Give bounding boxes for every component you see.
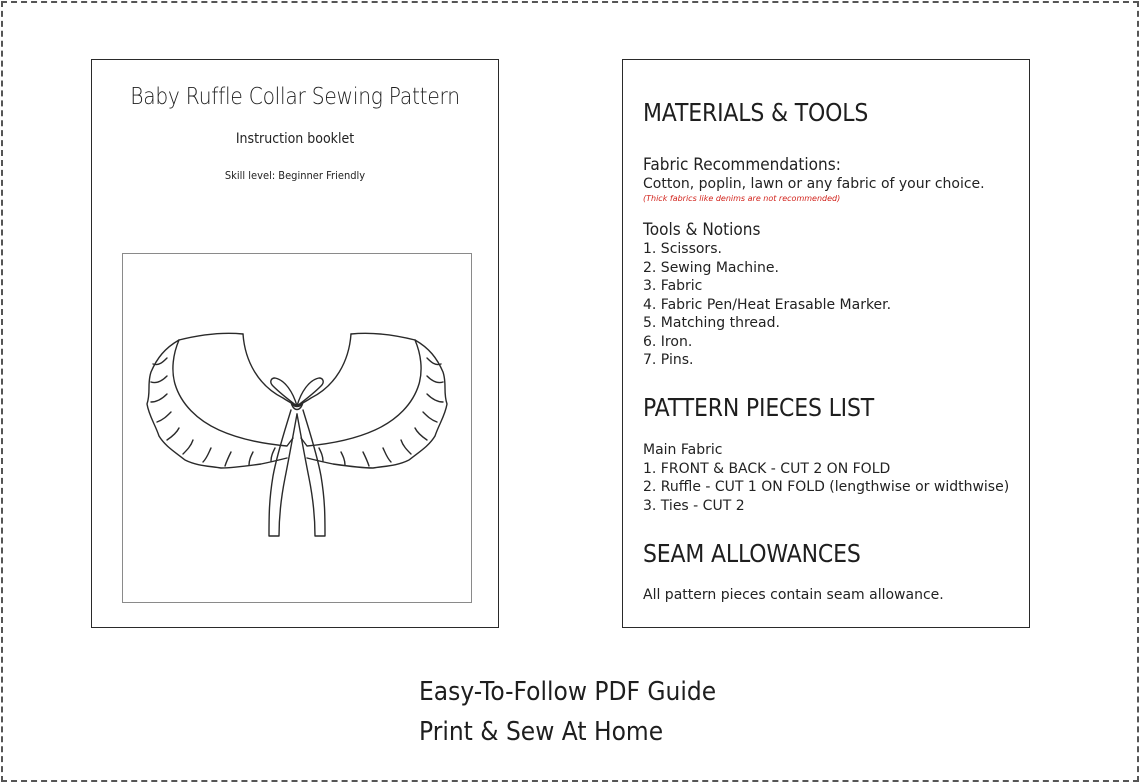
list-item: 5. Matching thread. xyxy=(643,315,780,331)
cover-subtitle: Instruction booklet xyxy=(235,131,355,147)
list-item: 7. Pins. xyxy=(643,352,694,368)
pattern-pieces-heading: PATTERN PIECES LIST xyxy=(643,393,875,422)
seam-text: All pattern pieces contain seam allowance. xyxy=(643,587,944,603)
ruffle-collar-illustration xyxy=(123,254,471,602)
fabric-note: (Thick fabrics like denims are not recommended) xyxy=(643,193,841,203)
cover-page xyxy=(91,59,499,628)
list-item: 4. Fabric Pen/Heat Erasable Marker. xyxy=(643,296,892,313)
fabric-heading: Fabric Recommendations: xyxy=(643,155,841,175)
tools-heading: Tools & Notions xyxy=(643,220,761,240)
list-item: 2. Sewing Machine. xyxy=(643,259,779,276)
pattern-pieces-list xyxy=(643,460,1015,516)
cover-title: Baby Ruffle Collar Sewing Pattern xyxy=(130,84,460,110)
materials-page xyxy=(622,59,1030,628)
footer-tagline xyxy=(419,672,716,752)
footer-line-1: Easy-To-Follow PDF Guide xyxy=(419,677,717,707)
footer-line-2: Print & Sew At Home xyxy=(419,717,664,747)
tools-list xyxy=(643,240,1015,370)
collar-illustration-frame xyxy=(122,253,472,603)
pattern-group: Main Fabric xyxy=(643,442,723,458)
list-item: 3. Ties - CUT 2 xyxy=(643,497,745,514)
list-item: 1. Scissors. xyxy=(643,241,722,257)
list-item: 2. Ruffle - CUT 1 ON FOLD (lengthwise or widthwise) xyxy=(643,479,1010,495)
list-item: 1. FRONT & BACK - CUT 2 ON FOLD xyxy=(643,460,891,477)
list-item: 3. Fabric xyxy=(643,278,703,294)
seam-heading: SEAM ALLOWANCES xyxy=(643,539,861,568)
materials-heading: MATERIALS & TOOLS xyxy=(643,98,869,127)
fabric-text: Cotton, poplin, lawn or any fabric of your choice. xyxy=(643,176,985,192)
skill-level: Skill level: Beginner Friendly xyxy=(224,169,366,182)
list-item: 6. Iron. xyxy=(643,333,693,350)
